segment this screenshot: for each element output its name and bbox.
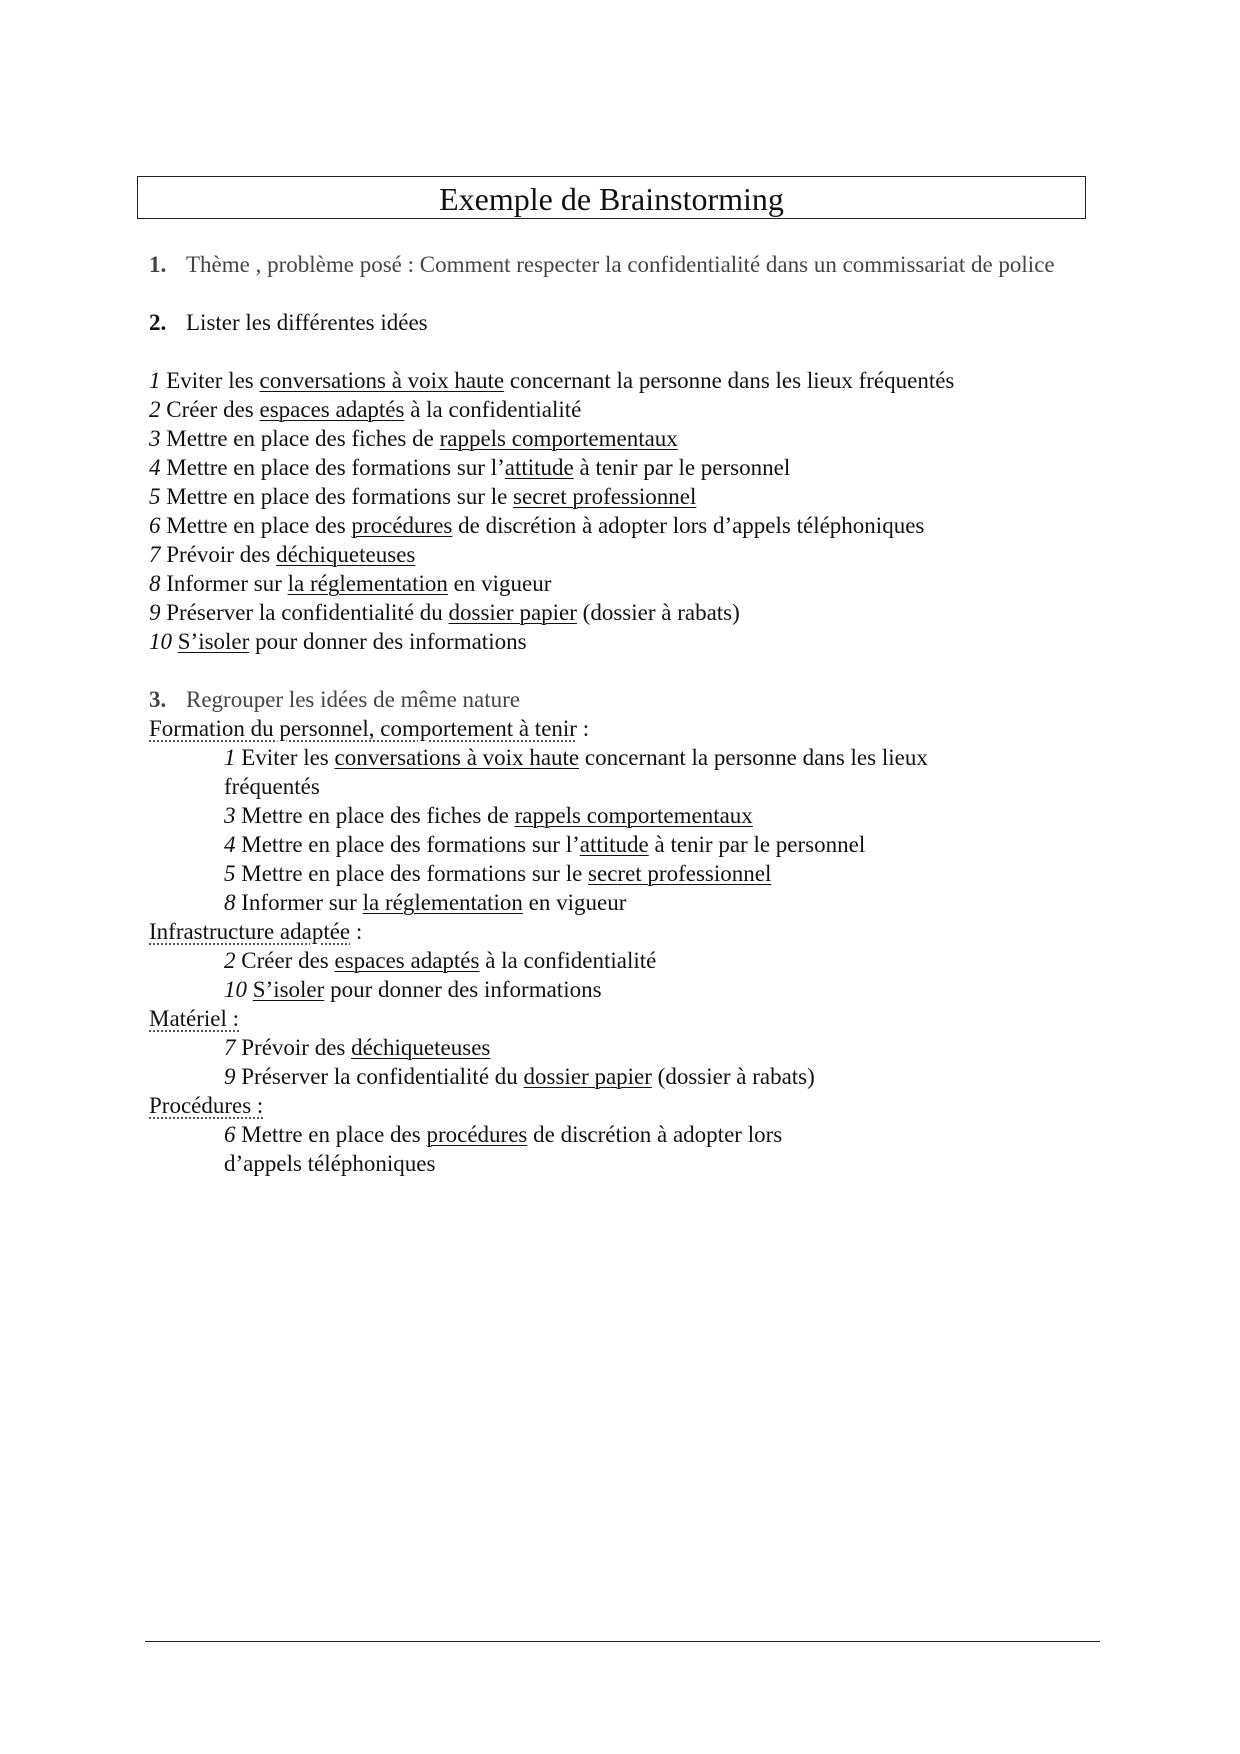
idea-number: 5: [149, 484, 161, 509]
idea-text: Informer sur: [166, 571, 282, 596]
idea-text: Mettre en place des fiches de: [166, 426, 434, 451]
idea-item: [149, 424, 1094, 453]
idea-number: 8: [224, 890, 236, 915]
idea-number: 1: [149, 368, 161, 393]
idea-text: Mettre en place des formations sur le: [166, 484, 508, 509]
idea-text-end: à tenir par le personnel: [654, 832, 866, 857]
idea-keyword: déchiqueteuses: [276, 542, 416, 567]
idea-text-end: (dossier à rabats): [582, 600, 740, 625]
idea-number: 9: [149, 600, 161, 625]
group-heading: [149, 917, 1094, 946]
idea-keyword: déchiqueteuses: [351, 1035, 491, 1060]
idea-text: Créer des: [166, 397, 254, 422]
group-heading: [149, 714, 1094, 743]
idea-text-end: en vigueur: [453, 571, 552, 596]
idea-keyword: espaces adaptés: [259, 397, 405, 422]
idea-item: [149, 801, 1094, 830]
idea-keyword: secret professionnel: [513, 484, 697, 509]
idea-keyword: S’isoler: [252, 977, 325, 1002]
section-1-text: Thème , problème posé : Comment respecter la confidentialité dans un commissariat de police: [186, 252, 1055, 277]
idea-text-end: pour donner des informations: [330, 977, 602, 1002]
group-heading: [149, 1004, 1094, 1033]
group-category: Formation du personnel, comportement à tenir: [149, 716, 577, 741]
idea-item: [149, 395, 1094, 424]
idea-text-end: pour donner des informations: [255, 629, 527, 654]
idea-item: [149, 975, 1094, 1004]
group-heading: [149, 1091, 1094, 1120]
idea-item: [149, 482, 1094, 511]
section-3-title: Regrouper les idées de même nature: [186, 687, 521, 712]
idea-keyword: attitude: [504, 455, 574, 480]
idea-number: 6: [149, 513, 161, 538]
idea-text-end: concernant la personne dans les lieux fréquentés: [509, 368, 955, 393]
idea-item: [149, 946, 1094, 975]
idea-item: [149, 830, 1094, 859]
idea-item: [149, 1062, 1094, 1091]
section-2-title: Lister les différentes idées: [186, 310, 428, 335]
idea-text-end: à la confidentialité: [485, 948, 657, 973]
idea-item: [149, 627, 1094, 656]
section-2-number: 2.: [149, 310, 167, 335]
section-3-heading: [149, 685, 1094, 714]
idea-keyword: dossier papier: [523, 1064, 652, 1089]
idea-continuation: d’appels téléphoniques: [224, 1151, 436, 1176]
idea-keyword: dossier papier: [448, 600, 577, 625]
section-2-heading: [149, 308, 1094, 337]
idea-number: 3: [149, 426, 161, 451]
idea-number: 8: [149, 571, 161, 596]
group-category: Infrastructure adaptée: [149, 919, 351, 944]
ideas-list: [149, 366, 1094, 656]
idea-keyword: procédures: [351, 513, 453, 538]
idea-keyword: espaces adaptés: [334, 948, 480, 973]
idea-number: 7: [149, 542, 161, 567]
idea-text: Mettre en place des formations sur l’: [166, 455, 505, 480]
section-1: [149, 250, 1094, 279]
group-category: Matériel :: [149, 1006, 240, 1031]
idea-number: 9: [224, 1064, 236, 1089]
groups-list: [149, 714, 1094, 1178]
group-category-suffix: :: [576, 716, 590, 741]
section-3-number: 3.: [149, 687, 167, 712]
idea-text: Eviter les: [241, 745, 329, 770]
idea-text: Préserver la confidentialité du: [241, 1064, 518, 1089]
idea-keyword: S’isoler: [177, 629, 250, 654]
idea-number: 5: [224, 861, 236, 886]
idea-text: Mettre en place des: [166, 513, 346, 538]
title-box: [137, 176, 1086, 219]
idea-keyword: attitude: [579, 832, 649, 857]
idea-item: [149, 1033, 1094, 1062]
idea-number: 4: [224, 832, 236, 857]
group-category: Procédures :: [149, 1093, 264, 1118]
idea-item: [149, 511, 1094, 540]
idea-text-end: de discrétion à adopter lors d’appels téléphoniques: [458, 513, 925, 538]
idea-number: 2: [149, 397, 161, 422]
idea-number: 10: [149, 629, 172, 654]
footer-rule: [145, 1641, 1100, 1642]
idea-number: 1: [224, 745, 236, 770]
idea-keyword: conversations à voix haute: [334, 745, 580, 770]
idea-number: 4: [149, 455, 161, 480]
idea-item: [149, 1120, 1094, 1149]
idea-item: [149, 743, 1094, 772]
idea-item: [149, 859, 1094, 888]
idea-text: Mettre en place des fiches de: [241, 803, 509, 828]
section-1-number: 1.: [149, 252, 167, 277]
document-body: [149, 250, 1094, 1178]
idea-text: Préserver la confidentialité du: [166, 600, 443, 625]
idea-keyword: la réglementation: [287, 571, 448, 596]
idea-item: [149, 366, 1094, 395]
idea-text-end: de discrétion à adopter lors: [533, 1122, 783, 1147]
idea-number: 3: [224, 803, 236, 828]
idea-item: [149, 888, 1094, 917]
idea-text: Eviter les: [166, 368, 254, 393]
idea-text: Prévoir des: [166, 542, 271, 567]
idea-text-end: en vigueur: [528, 890, 627, 915]
idea-text: Mettre en place des formations sur l’: [241, 832, 580, 857]
idea-item: [149, 540, 1094, 569]
idea-number: 7: [224, 1035, 236, 1060]
idea-number: 6: [224, 1122, 236, 1147]
idea-item: [149, 598, 1094, 627]
idea-text-end: (dossier à rabats): [657, 1064, 815, 1089]
idea-text: Mettre en place des: [241, 1122, 421, 1147]
idea-text: Créer des: [241, 948, 329, 973]
idea-text-end: à la confidentialité: [410, 397, 582, 422]
idea-keyword: procédures: [426, 1122, 528, 1147]
idea-text: Mettre en place des formations sur le: [241, 861, 583, 886]
idea-item: [149, 569, 1094, 598]
idea-continuation: fréquentés: [224, 774, 320, 799]
idea-text-end: concernant la personne dans les lieux: [584, 745, 928, 770]
idea-number: 2: [224, 948, 236, 973]
idea-item: [149, 453, 1094, 482]
idea-keyword: rappels comportementaux: [439, 426, 678, 451]
group-category-suffix: :: [350, 919, 363, 944]
document-title: Exemple de Brainstorming: [439, 180, 784, 217]
idea-keyword: rappels comportementaux: [514, 803, 753, 828]
idea-text-end: à tenir par le personnel: [579, 455, 791, 480]
idea-text: Prévoir des: [241, 1035, 346, 1060]
idea-keyword: secret professionnel: [588, 861, 772, 886]
idea-text: Informer sur: [241, 890, 357, 915]
idea-number: 10: [224, 977, 247, 1002]
idea-keyword: conversations à voix haute: [259, 368, 505, 393]
idea-keyword: la réglementation: [362, 890, 523, 915]
